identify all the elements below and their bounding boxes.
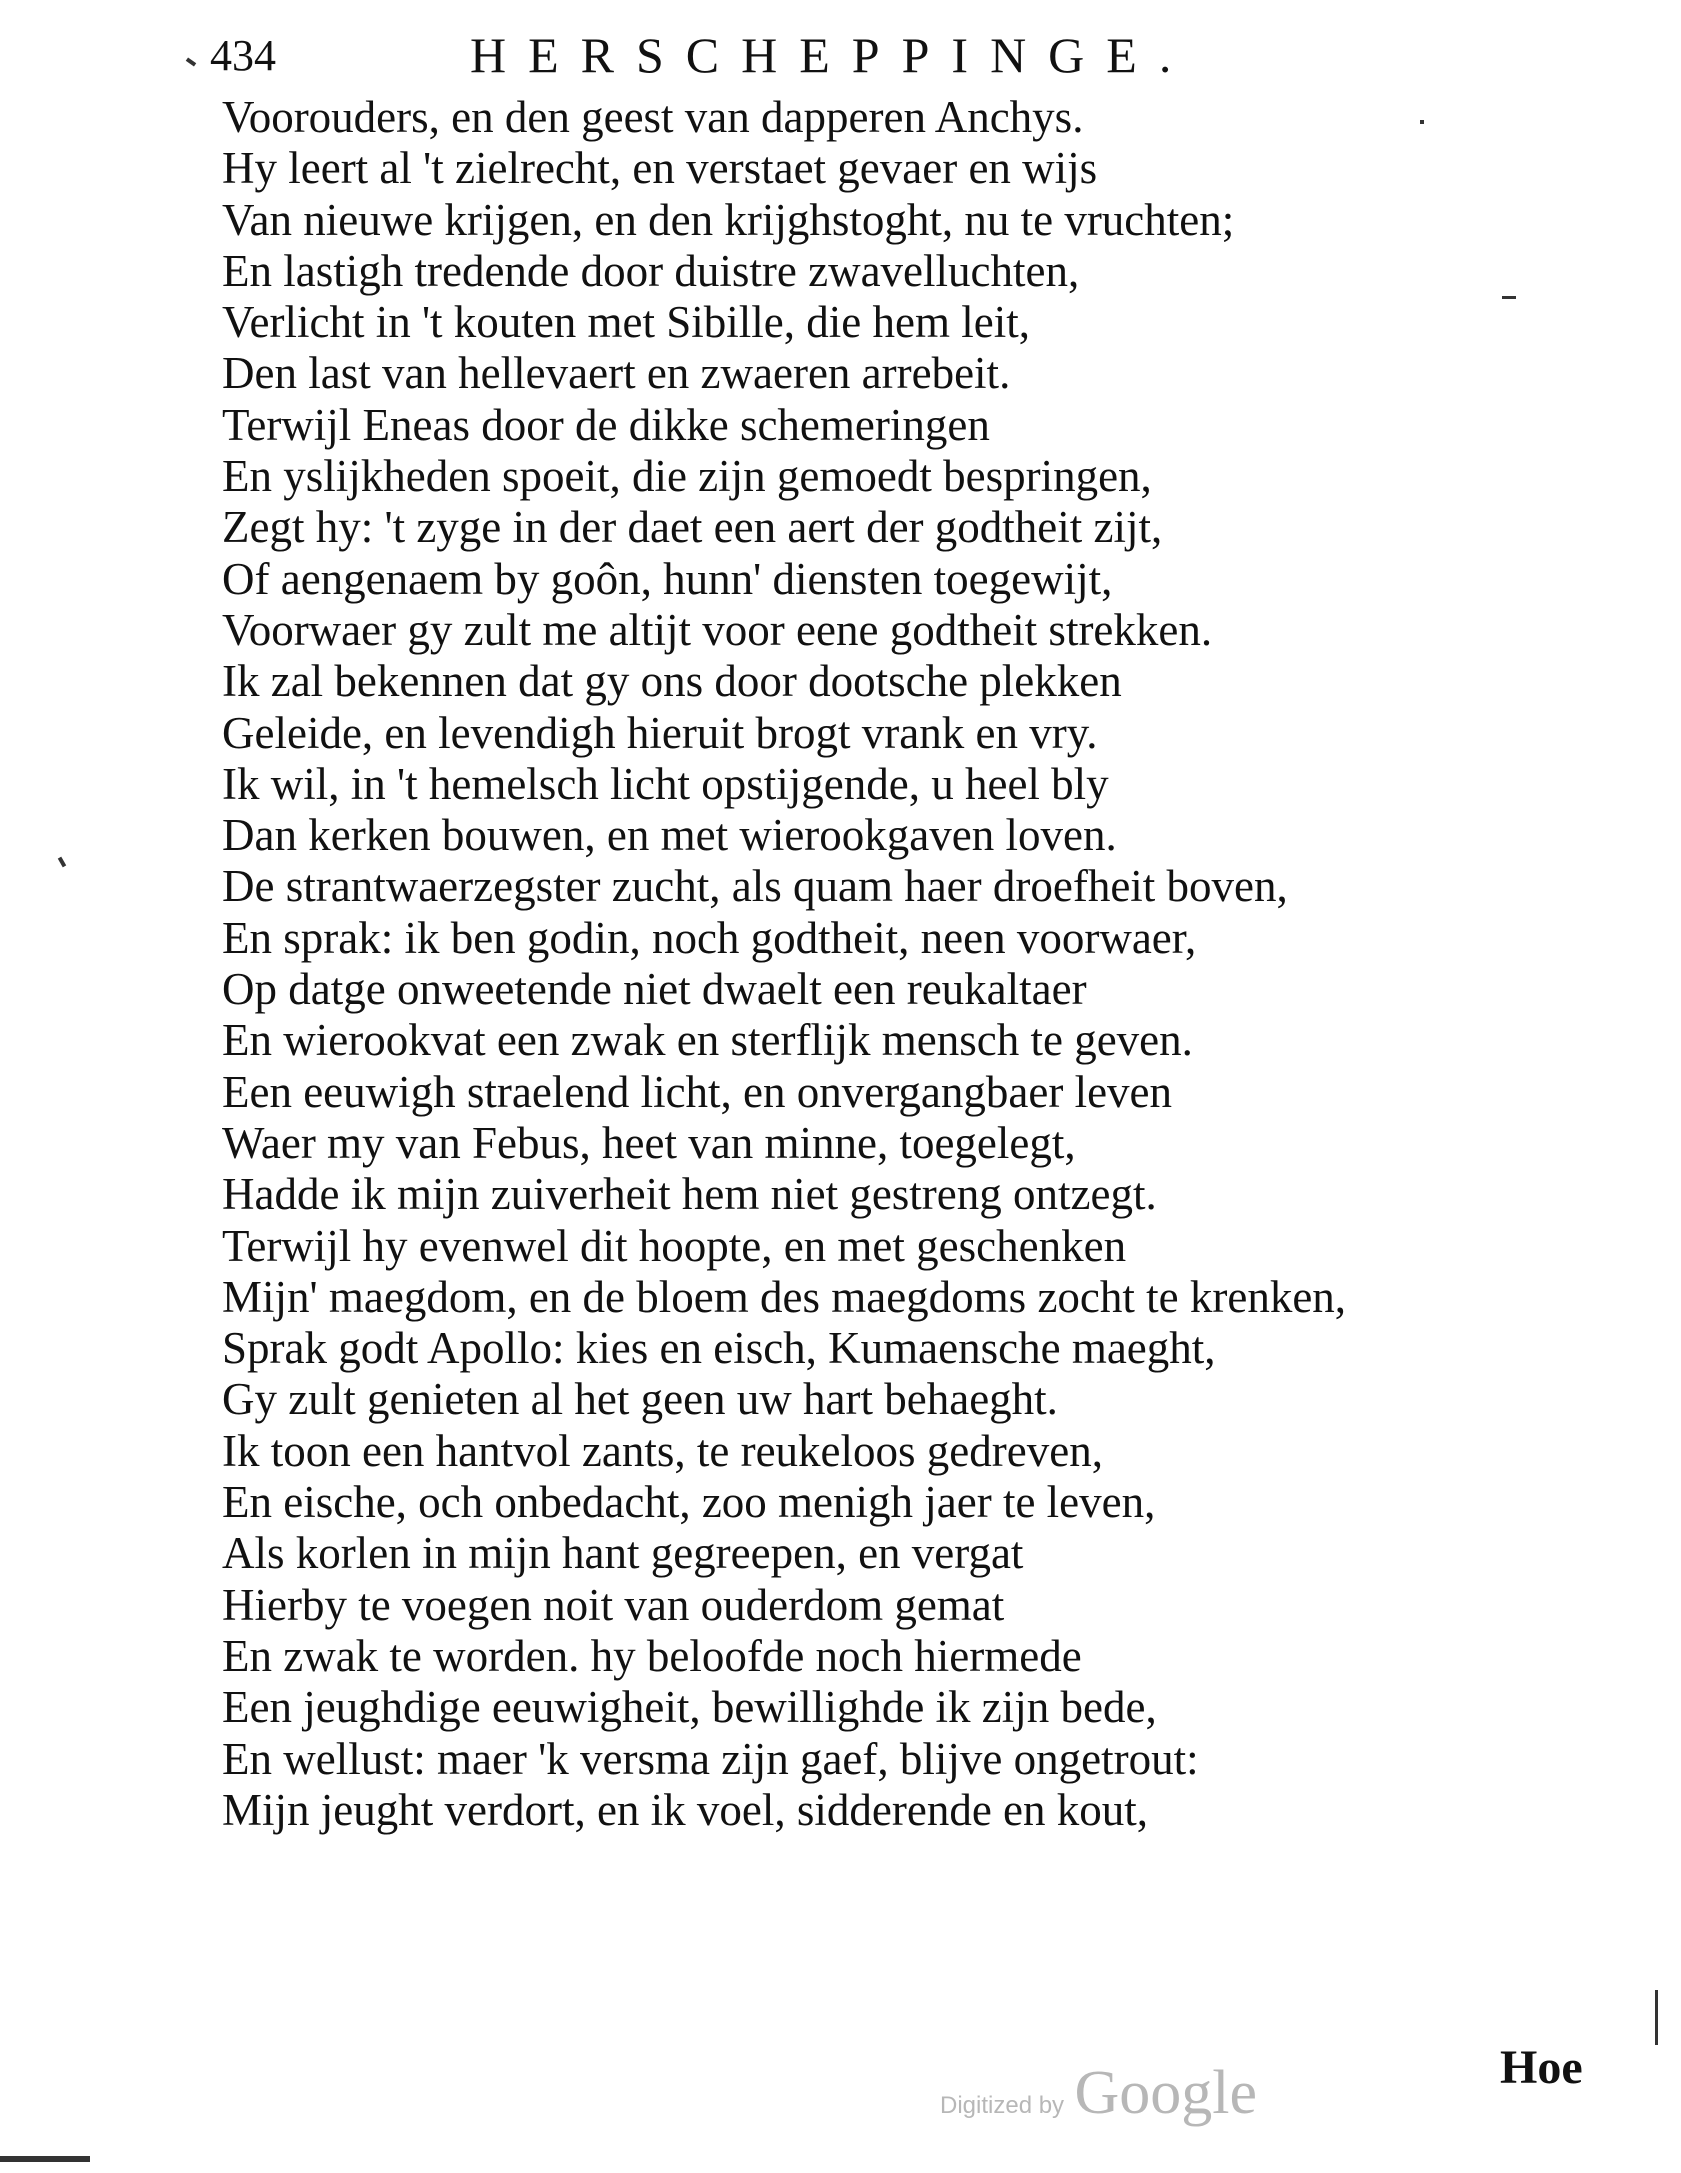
ink-speck xyxy=(186,57,196,66)
verse-line: Van nieuwe krijgen, en den krijghstoght, nu te vruchten; xyxy=(222,194,1235,245)
verse-line: Zegt hy: 't zyge in der daet een aert der godtheit zijt, xyxy=(222,502,1163,553)
verse-line: En eische, och onbedacht, zoo menigh jaer te leven, xyxy=(222,1477,1156,1528)
page-header xyxy=(210,24,1360,94)
verse-line: En sprak: ik ben godin, noch godtheit, neen voorwaer, xyxy=(222,912,1197,963)
verse-line: Den last van hellevaert en zwaeren arrebeit. xyxy=(222,348,1011,399)
digitized-watermark xyxy=(940,2058,1257,2129)
verse-line: Dan kerken bouwen, en met wierookgaven loven. xyxy=(222,810,1117,861)
verse-line: Sprak godt Apollo: kies en eisch, Kumaensche maeght, xyxy=(222,1323,1216,1374)
verse-line: Mijn jeught verdort, en ik voel, sidderende en kout, xyxy=(222,1784,1149,1835)
page-number: 434 xyxy=(210,31,276,80)
verse-line: Gy zult genieten al het geen uw hart behaeght. xyxy=(222,1374,1058,1425)
ink-speck xyxy=(1502,296,1516,299)
verse-line: Of aengenaem by goôn, hunn' diensten toegewijt, xyxy=(222,553,1113,604)
verse-line: Mijn' maegdom, en de bloem des maegdoms zocht te krenken, xyxy=(222,1271,1347,1322)
page-edge-mark xyxy=(0,2156,90,2162)
verse-line: En lastigh tredende door duistre zwavelluchten, xyxy=(222,245,1080,296)
verse-line: En wellust: maer 'k versma zijn gaef, blijve ongetrout: xyxy=(222,1733,1199,1784)
verse-line: Een eeuwigh straelend licht, en onvergangbaer leven xyxy=(222,1066,1173,1117)
verse-line: Hadde ik mijn zuiverheit hem niet gestreng ontzegt. xyxy=(222,1169,1157,1220)
verse-line: Verlicht in 't kouten met Sibille, die hem leit, xyxy=(222,297,1030,348)
verse-line: Hierby te voegen noit van ouderdom gemat xyxy=(222,1579,1005,1630)
verse-line: Hy leert al 't zielrecht, en verstaet gevaer en wijs xyxy=(222,143,1098,194)
verse-line: En zwak te worden. hy beloofde noch hiermede xyxy=(222,1630,1082,1681)
ink-speck xyxy=(58,857,66,868)
verse-line: Ik zal bekennen dat gy ons door dootsche plekken xyxy=(222,656,1122,707)
watermark-brand: Google xyxy=(1074,2059,1258,2127)
watermark-prefix: Digitized by xyxy=(940,2092,1065,2119)
page-edge-mark xyxy=(1655,1990,1658,2045)
ink-speck xyxy=(1420,120,1424,124)
verse-line: Voorouders, en den geest van dapperen Anchys. xyxy=(222,92,1084,142)
verse-line: Terwijl hy evenwel dit hoopte, en met geschenken xyxy=(222,1220,1127,1271)
catchword: Hoe xyxy=(1500,2041,1583,2094)
verse-line: Op datge onweetende niet dwaelt een reukaltaer xyxy=(222,964,1087,1015)
verse-line: Als korlen in mijn hant gegreepen, en vergat xyxy=(222,1528,1024,1579)
verse-line: Een jeughdige eeuwigheit, bewillighde ik zijn bede, xyxy=(222,1682,1157,1733)
verse-line: Terwijl Eneas door de dikke schemeringen xyxy=(222,399,990,450)
verse-line: Ik wil, in 't hemelsch licht opstijgende, u heel bly xyxy=(222,758,1109,809)
verse-text xyxy=(222,92,1602,1836)
verse-line: De strantwaerzegster zucht, als quam haer droefheit boven, xyxy=(222,861,1288,912)
verse-line: Waer my van Febus, heet van minne, toegelegt, xyxy=(222,1117,1076,1168)
running-title: HERSCHEPPINGE. xyxy=(470,27,1194,83)
verse-line: En yslijkheden spoeit, die zijn gemoedt bespringen, xyxy=(222,451,1152,502)
verse-line: Geleide, en levendigh hieruit brogt vrank en vry. xyxy=(222,707,1098,758)
verse-line: Ik toon een hantvol zants, te reukeloos gedreven, xyxy=(222,1425,1103,1476)
verse-line: En wierookvat een zwak en sterflijk mensch te geven. xyxy=(222,1015,1193,1066)
verse-line: Voorwaer gy zult me altijt voor eene godtheit strekken. xyxy=(222,604,1213,655)
